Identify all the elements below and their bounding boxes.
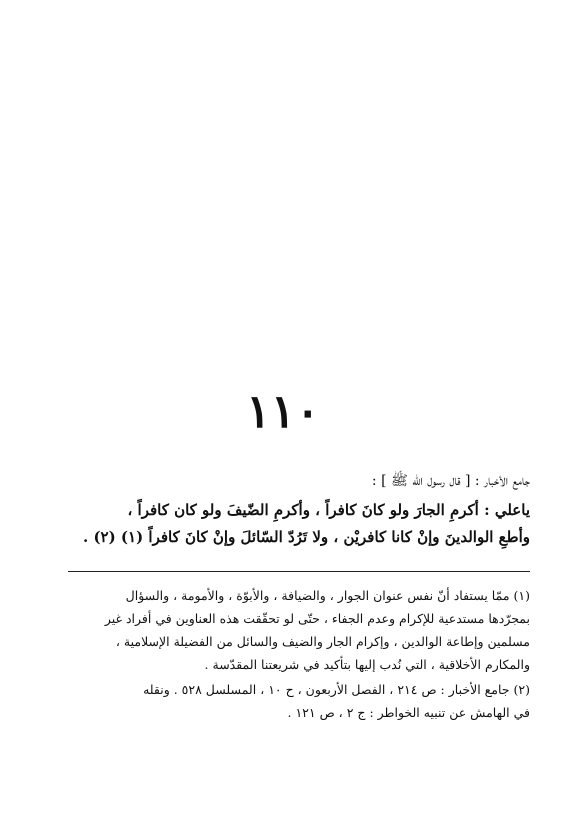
footnote-line: (٢) جامع الأخبار : ص ٢١٤ ، الفصل الأربعون ، ح ١٠ ، المسلسل ٥٢٨ . ونقله bbox=[143, 682, 530, 697]
source-citation: جامع الأخبار : [ قال رسول الله ﷺ ] : bbox=[371, 473, 530, 489]
hadith-text-line: ياعلي : أكرمِ الجارَ ولو كانَ كافراً ، وأكرمِ الضّيفَ ولو كان كافراً ، bbox=[127, 501, 530, 519]
footnote-line: في الهامش عن تنبيه الخواطر : ج ٢ ، ص ١٢١ . bbox=[287, 705, 530, 720]
footnotes bbox=[36, 584, 530, 724]
footnote-1 bbox=[36, 584, 530, 676]
hadith-text-line: وأطعِ الوالدينَ وإنْ كانا كافريْن ، ولا تَرُدّ السّائلَ وإنْ كانَ كافراً (١) (٢) . bbox=[83, 528, 530, 546]
footnote-line: مسلمين وإطاعة الوالدين ، وإكرام الجار والضيف والسائل من الفضيلة الإسلامية ، bbox=[115, 634, 530, 649]
hadith-number: ١١٠ bbox=[245, 384, 321, 438]
hadith-text bbox=[36, 497, 530, 551]
footnote-separator bbox=[68, 571, 530, 572]
footnote-line: بمجرّدها مستدعية للإكرام وعدم الجفاء ، حتّى لو تحقّقت هذه العناوين في أفراد غير bbox=[104, 611, 530, 626]
footnote-line: والمكارم الأخلاقية ، التي نُدب إليها بتأكيد في شريعتنا المقدّسة . bbox=[204, 657, 530, 672]
footnote-2 bbox=[36, 678, 530, 724]
footnote-line: (١) ممّا يستفاد أنّ نفس عنوان الجوار ، والضيافة ، والأبوّة ، والأمومة ، والسؤال bbox=[125, 588, 530, 603]
